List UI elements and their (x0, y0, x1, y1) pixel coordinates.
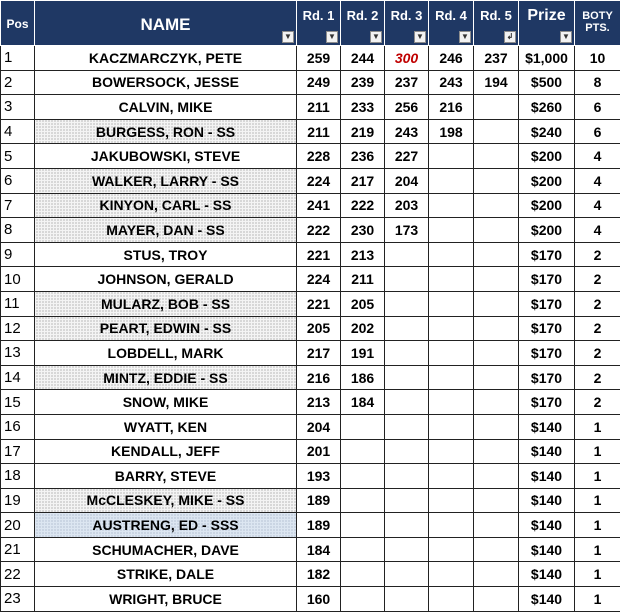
table-row (1, 267, 620, 292)
cell-boty[interactable]: 1 (575, 513, 620, 538)
cell-prize[interactable]: $140 (519, 537, 575, 562)
cell-name[interactable]: WALKER, LARRY - SS (35, 168, 297, 193)
cell-name[interactable]: AUSTRENG, ED - SSS (35, 513, 297, 538)
cell-prize[interactable]: $140 (519, 414, 575, 439)
cell-pos[interactable]: 22 (1, 562, 35, 587)
table-row (1, 562, 620, 587)
cell-rd1[interactable]: 221 (297, 242, 341, 267)
cell-rd5[interactable] (474, 365, 519, 390)
cell-boty[interactable]: 1 (575, 587, 620, 612)
cell-rd3[interactable]: 204 (385, 168, 429, 193)
cell-rd1[interactable]: 222 (297, 218, 341, 243)
cell-rd3[interactable] (385, 464, 429, 489)
cell-prize[interactable]: $140 (519, 439, 575, 464)
cell-name[interactable]: LOBDELL, MARK (35, 341, 297, 366)
cell-rd4[interactable] (429, 144, 474, 169)
cell-prize[interactable]: $170 (519, 365, 575, 390)
header-boty (575, 1, 620, 46)
cell-rd5[interactable] (474, 267, 519, 292)
cell-pos[interactable]: 5 (1, 144, 35, 169)
cell-boty[interactable]: 2 (575, 341, 620, 366)
cell-prize[interactable]: $240 (519, 119, 575, 144)
filter-sort-icon[interactable]: ↲ (504, 31, 516, 43)
header-rd1-label: Rd. 1 (302, 8, 335, 23)
cell-prize[interactable]: $1,000 (519, 46, 575, 71)
table-row (1, 439, 620, 464)
table-row (1, 95, 620, 120)
cell-pos[interactable]: 23 (1, 587, 35, 612)
cell-rd2[interactable]: 219 (341, 119, 385, 144)
table-row (1, 464, 620, 489)
cell-rd1[interactable]: 217 (297, 341, 341, 366)
header-pos (1, 1, 35, 46)
cell-rd4[interactable] (429, 513, 474, 538)
dropdown-arrow-icon[interactable]: ▼ (459, 31, 471, 43)
cell-prize[interactable]: $170 (519, 316, 575, 341)
cell-prize[interactable]: $500 (519, 70, 575, 95)
cell-rd5[interactable] (474, 488, 519, 513)
table-row (1, 46, 620, 71)
cell-pos[interactable]: 18 (1, 464, 35, 489)
cell-boty[interactable]: 2 (575, 316, 620, 341)
cell-name[interactable]: PEART, EDWIN - SS (35, 316, 297, 341)
cell-pos[interactable]: 9 (1, 242, 35, 267)
cell-name[interactable]: SNOW, MIKE (35, 390, 297, 415)
cell-rd2[interactable]: 211 (341, 267, 385, 292)
cell-boty[interactable]: 1 (575, 414, 620, 439)
cell-rd3[interactable]: 173 (385, 218, 429, 243)
cell-prize[interactable]: $200 (519, 144, 575, 169)
cell-rd4[interactable] (429, 414, 474, 439)
header-boty-label (575, 1, 620, 34)
cell-rd4[interactable] (429, 587, 474, 612)
cell-pos[interactable]: 14 (1, 365, 35, 390)
cell-rd4[interactable]: 198 (429, 119, 474, 144)
cell-rd2[interactable] (341, 488, 385, 513)
header-prize (519, 1, 575, 46)
cell-rd5[interactable] (474, 218, 519, 243)
cell-rd1[interactable]: 201 (297, 439, 341, 464)
cell-prize[interactable]: $140 (519, 513, 575, 538)
cell-pos[interactable]: 20 (1, 513, 35, 538)
cell-rd3[interactable] (385, 365, 429, 390)
cell-rd1[interactable]: 211 (297, 119, 341, 144)
cell-boty[interactable]: 2 (575, 291, 620, 316)
table-row (1, 414, 620, 439)
cell-rd1[interactable]: 216 (297, 365, 341, 390)
cell-boty[interactable]: 4 (575, 218, 620, 243)
cell-rd5[interactable]: 194 (474, 70, 519, 95)
cell-prize[interactable]: $140 (519, 464, 575, 489)
cell-rd5[interactable] (474, 513, 519, 538)
cell-boty[interactable]: 2 (575, 267, 620, 292)
table-row (1, 365, 620, 390)
cell-rd5[interactable] (474, 242, 519, 267)
cell-rd2[interactable]: 184 (341, 390, 385, 415)
cell-rd2[interactable] (341, 562, 385, 587)
cell-name[interactable]: McCLESKEY, MIKE - SS (35, 488, 297, 513)
table-row (1, 218, 620, 243)
cell-pos[interactable]: 19 (1, 488, 35, 513)
cell-boty[interactable]: 2 (575, 242, 620, 267)
cell-pos[interactable]: 13 (1, 341, 35, 366)
cell-rd5[interactable] (474, 414, 519, 439)
cell-rd1[interactable]: 249 (297, 70, 341, 95)
cell-pos[interactable]: 17 (1, 439, 35, 464)
cell-rd1[interactable]: 204 (297, 414, 341, 439)
dropdown-arrow-icon[interactable]: ▼ (414, 31, 426, 43)
cell-boty[interactable]: 1 (575, 439, 620, 464)
table-row (1, 390, 620, 415)
cell-rd2[interactable] (341, 513, 385, 538)
header-rd5 (474, 1, 519, 46)
cell-rd1[interactable]: 224 (297, 168, 341, 193)
cell-rd2[interactable]: 236 (341, 144, 385, 169)
cell-rd5[interactable] (474, 562, 519, 587)
cell-rd3[interactable] (385, 414, 429, 439)
cell-rd3[interactable] (385, 513, 429, 538)
table-row (1, 341, 620, 366)
cell-prize[interactable]: $170 (519, 341, 575, 366)
cell-rd3[interactable] (385, 537, 429, 562)
cell-prize[interactable]: $170 (519, 267, 575, 292)
cell-rd5[interactable] (474, 144, 519, 169)
header-rd3 (385, 1, 429, 46)
cell-rd3[interactable]: 237 (385, 70, 429, 95)
cell-pos[interactable]: 12 (1, 316, 35, 341)
cell-prize[interactable]: $170 (519, 291, 575, 316)
cell-rd5[interactable] (474, 291, 519, 316)
cell-rd4[interactable] (429, 267, 474, 292)
cell-prize[interactable]: $170 (519, 390, 575, 415)
cell-rd4[interactable]: 216 (429, 95, 474, 120)
cell-pos[interactable]: 1 (1, 46, 35, 71)
cell-rd1[interactable]: 189 (297, 488, 341, 513)
table-row (1, 316, 620, 341)
cell-boty[interactable]: 1 (575, 537, 620, 562)
cell-boty[interactable]: 8 (575, 70, 620, 95)
cell-rd2[interactable] (341, 439, 385, 464)
header-rd4-label: Rd. 4 (435, 8, 467, 23)
cell-rd5[interactable] (474, 537, 519, 562)
cell-boty[interactable]: 1 (575, 464, 620, 489)
cell-pos[interactable]: 8 (1, 218, 35, 243)
cell-rd3[interactable] (385, 291, 429, 316)
cell-pos[interactable]: 6 (1, 168, 35, 193)
cell-name[interactable]: KENDALL, JEFF (35, 439, 297, 464)
cell-rd1[interactable]: 224 (297, 267, 341, 292)
cell-rd4[interactable]: 246 (429, 46, 474, 71)
dropdown-arrow-icon[interactable]: ▼ (282, 31, 294, 43)
cell-boty[interactable]: 2 (575, 390, 620, 415)
cell-name[interactable]: WYATT, KEN (35, 414, 297, 439)
cell-pos[interactable]: 16 (1, 414, 35, 439)
cell-prize[interactable]: $140 (519, 562, 575, 587)
cell-rd3[interactable] (385, 390, 429, 415)
cell-rd1[interactable]: 193 (297, 464, 341, 489)
cell-rd2[interactable] (341, 537, 385, 562)
header-boty-line2: PTS. (585, 22, 610, 34)
cell-pos[interactable]: 7 (1, 193, 35, 218)
cell-boty[interactable]: 6 (575, 119, 620, 144)
cell-rd2[interactable]: 239 (341, 70, 385, 95)
header-name-label: NAME (140, 15, 191, 34)
cell-rd4[interactable] (429, 341, 474, 366)
cell-name[interactable]: BOWERSOCK, JESSE (35, 70, 297, 95)
cell-boty[interactable]: 10 (575, 46, 620, 71)
header-name (35, 1, 297, 46)
header-pos-label: Pos (6, 17, 29, 31)
cell-name[interactable]: MAYER, DAN - SS (35, 218, 297, 243)
cell-rd3[interactable] (385, 488, 429, 513)
cell-rd4[interactable] (429, 316, 474, 341)
cell-name[interactable]: JAKUBOWSKI, STEVE (35, 144, 297, 169)
cell-rd5[interactable] (474, 439, 519, 464)
table-row (1, 242, 620, 267)
header-rd1 (297, 1, 341, 46)
cell-boty[interactable]: 6 (575, 95, 620, 120)
cell-rd3[interactable] (385, 267, 429, 292)
cell-rd3[interactable]: 243 (385, 119, 429, 144)
cell-pos[interactable]: 10 (1, 267, 35, 292)
cell-rd5[interactable] (474, 193, 519, 218)
cell-name[interactable]: STUS, TROY (35, 242, 297, 267)
cell-pos[interactable]: 11 (1, 291, 35, 316)
cell-rd1[interactable]: 184 (297, 537, 341, 562)
cell-rd3[interactable] (385, 587, 429, 612)
table-row (1, 168, 620, 193)
cell-rd4[interactable] (429, 488, 474, 513)
cell-rd5[interactable] (474, 341, 519, 366)
cell-name[interactable]: KACZMARCZYK, PETE (35, 46, 297, 71)
header-boty-line1: BOTY (582, 10, 613, 22)
cell-rd2[interactable]: 230 (341, 218, 385, 243)
cell-rd1[interactable]: 213 (297, 390, 341, 415)
cell-boty[interactable]: 1 (575, 488, 620, 513)
cell-pos[interactable]: 3 (1, 95, 35, 120)
cell-rd5[interactable] (474, 464, 519, 489)
cell-rd1[interactable]: 259 (297, 46, 341, 71)
cell-rd5[interactable] (474, 316, 519, 341)
cell-boty[interactable]: 2 (575, 365, 620, 390)
cell-rd4[interactable] (429, 291, 474, 316)
cell-rd4[interactable]: 243 (429, 70, 474, 95)
cell-rd4[interactable] (429, 218, 474, 243)
cell-rd5[interactable]: 237 (474, 46, 519, 71)
table-row (1, 193, 620, 218)
cell-rd5[interactable] (474, 390, 519, 415)
cell-rd5[interactable] (474, 95, 519, 120)
cell-name[interactable]: BURGESS, RON - SS (35, 119, 297, 144)
cell-rd4[interactable] (429, 193, 474, 218)
cell-rd3[interactable]: 300 (385, 46, 429, 71)
cell-prize[interactable]: $200 (519, 168, 575, 193)
cell-rd2[interactable]: 244 (341, 46, 385, 71)
cell-rd4[interactable] (429, 242, 474, 267)
dropdown-arrow-icon[interactable]: ▼ (560, 31, 572, 43)
cell-name[interactable]: JOHNSON, GERALD (35, 267, 297, 292)
table-row (1, 119, 620, 144)
cell-rd1[interactable]: 221 (297, 291, 341, 316)
cell-rd5[interactable] (474, 119, 519, 144)
cell-name[interactable]: MINTZ, EDDIE - SS (35, 365, 297, 390)
table-row (1, 291, 620, 316)
header-rd4 (429, 1, 474, 46)
cell-rd3[interactable] (385, 439, 429, 464)
cell-rd1[interactable]: 189 (297, 513, 341, 538)
table-body (1, 46, 620, 612)
cell-rd2[interactable]: 202 (341, 316, 385, 341)
cell-boty[interactable]: 4 (575, 168, 620, 193)
header-rd5-label: Rd. 5 (480, 8, 512, 23)
cell-rd5[interactable] (474, 587, 519, 612)
cell-rd2[interactable]: 191 (341, 341, 385, 366)
cell-rd2[interactable]: 213 (341, 242, 385, 267)
cell-rd2[interactable] (341, 587, 385, 612)
cell-rd3[interactable]: 203 (385, 193, 429, 218)
cell-rd3[interactable] (385, 562, 429, 587)
header-prize-label: Prize (527, 7, 566, 24)
cell-prize[interactable]: $170 (519, 242, 575, 267)
cell-rd4[interactable] (429, 390, 474, 415)
cell-name[interactable]: KINYON, CARL - SS (35, 193, 297, 218)
header-rd3-label: Rd. 3 (390, 8, 423, 23)
cell-name[interactable]: CALVIN, MIKE (35, 95, 297, 120)
cell-rd1[interactable]: 211 (297, 95, 341, 120)
cell-rd1[interactable]: 228 (297, 144, 341, 169)
cell-rd1[interactable]: 182 (297, 562, 341, 587)
cell-pos[interactable]: 4 (1, 119, 35, 144)
cell-prize[interactable]: $200 (519, 193, 575, 218)
cell-pos[interactable]: 21 (1, 537, 35, 562)
dropdown-arrow-icon[interactable]: ▼ (326, 31, 338, 43)
cell-name[interactable]: STRIKE, DALE (35, 562, 297, 587)
cell-boty[interactable]: 4 (575, 193, 620, 218)
cell-name[interactable]: SCHUMACHER, DAVE (35, 537, 297, 562)
cell-rd2[interactable] (341, 414, 385, 439)
cell-rd4[interactable] (429, 439, 474, 464)
cell-boty[interactable]: 1 (575, 562, 620, 587)
cell-name[interactable]: WRIGHT, BRUCE (35, 587, 297, 612)
table-header (1, 1, 620, 46)
table-row (1, 488, 620, 513)
cell-rd2[interactable]: 205 (341, 291, 385, 316)
cell-rd4[interactable] (429, 168, 474, 193)
table-row (1, 513, 620, 538)
cell-rd4[interactable] (429, 537, 474, 562)
header-rd2-label: Rd. 2 (346, 8, 379, 23)
cell-pos[interactable]: 15 (1, 390, 35, 415)
table-row (1, 537, 620, 562)
table-row (1, 70, 620, 95)
cell-prize[interactable]: $200 (519, 218, 575, 243)
cell-rd4[interactable] (429, 365, 474, 390)
cell-name[interactable]: MULARZ, BOB - SS (35, 291, 297, 316)
cell-rd1[interactable]: 241 (297, 193, 341, 218)
cell-rd2[interactable] (341, 464, 385, 489)
cell-rd3[interactable] (385, 341, 429, 366)
cell-rd3[interactable] (385, 316, 429, 341)
cell-name[interactable]: BARRY, STEVE (35, 464, 297, 489)
cell-rd2[interactable]: 217 (341, 168, 385, 193)
cell-pos[interactable]: 2 (1, 70, 35, 95)
cell-rd3[interactable]: 256 (385, 95, 429, 120)
cell-prize[interactable]: $140 (519, 488, 575, 513)
table-row (1, 144, 620, 169)
cell-rd5[interactable] (474, 168, 519, 193)
cell-prize[interactable]: $140 (519, 587, 575, 612)
cell-rd4[interactable] (429, 562, 474, 587)
cell-rd4[interactable] (429, 464, 474, 489)
cell-rd3[interactable] (385, 242, 429, 267)
table-row (1, 587, 620, 612)
dropdown-arrow-icon[interactable]: ▼ (370, 31, 382, 43)
cell-rd1[interactable]: 205 (297, 316, 341, 341)
cell-rd2[interactable]: 233 (341, 95, 385, 120)
header-rd2 (341, 1, 385, 46)
cell-rd2[interactable]: 186 (341, 365, 385, 390)
cell-boty[interactable]: 4 (575, 144, 620, 169)
cell-prize[interactable]: $260 (519, 95, 575, 120)
cell-rd1[interactable]: 160 (297, 587, 341, 612)
cell-rd3[interactable]: 227 (385, 144, 429, 169)
cell-rd2[interactable]: 222 (341, 193, 385, 218)
